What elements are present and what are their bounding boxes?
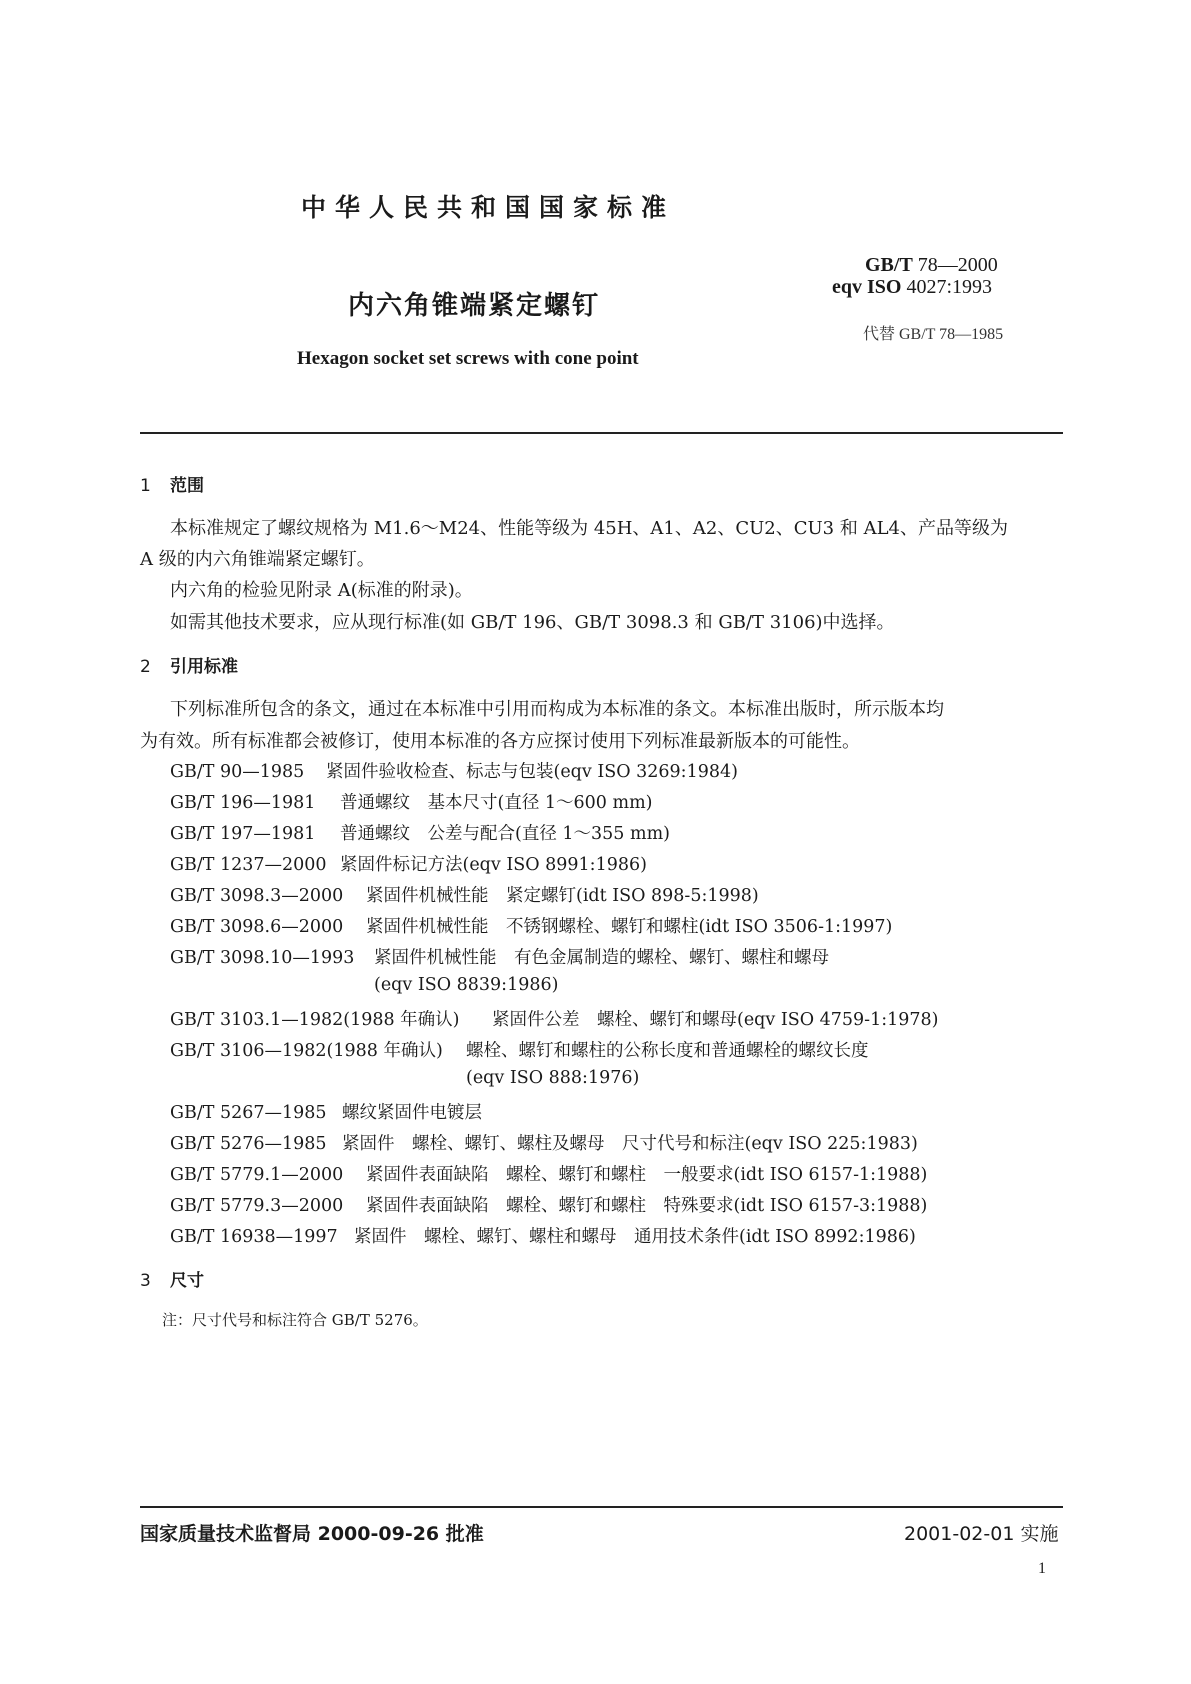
- reference-item: [170, 1161, 927, 1186]
- reference-code: GB/T 5779.3—2000: [170, 1196, 344, 1216]
- reference-text: 紧固件机械性能 有色金属制造的螺栓、螺钉、螺柱和螺母: [374, 948, 829, 968]
- equivalent-number: 4027:1993: [906, 276, 993, 298]
- reference-code: GB/T 5276—1985: [170, 1134, 327, 1154]
- reference-text: 紧固件验收检查、标志与包装(eqv ISO 3269:1984): [326, 762, 738, 782]
- reference-code: GB/T 3106—1982(1988 年确认): [170, 1041, 443, 1061]
- section-1-paragraph: 本标准规定了螺纹规格为 M1.6～M24、性能等级为 45H、A1、A2、CU2、CU3 和 AL4、产品等级为: [170, 518, 1008, 539]
- reference-text: 紧固件机械性能 不锈钢螺栓、螺钉和螺柱(idt ISO 3506-1:1997): [366, 917, 893, 937]
- reference-code: GB/T 3103.1—1982(1988 年确认): [170, 1010, 460, 1030]
- section-1-paragraph: A 级的内六角锥端紧定螺钉。: [140, 549, 375, 570]
- reference-item: [170, 1223, 916, 1248]
- reference-continuation: (eqv ISO 888:1976): [466, 1068, 640, 1088]
- section-1-paragraph: 内六角的检验见附录 A(标准的附录)。: [170, 580, 473, 601]
- reference-code: GB/T 196—1981: [170, 793, 316, 813]
- reference-code: GB/T 90—1985: [170, 762, 305, 782]
- reference-text: 紧固件机械性能 紧定螺钉(idt ISO 898-5:1998): [366, 886, 759, 906]
- reference-text: 螺栓、螺钉和螺柱的公称长度和普通螺栓的螺纹长度: [466, 1041, 869, 1061]
- reference-item: [170, 1037, 869, 1062]
- section-number: 1: [140, 476, 151, 496]
- section-1-paragraph: 如需其他技术要求，应从现行标准(如 GB/T 196、GB/T 3098.3 和 GB/T 3106)中选择。: [170, 612, 895, 633]
- standard-code: [865, 254, 998, 277]
- reference-text: 普通螺纹 基本尺寸(直径 1～600 mm): [340, 793, 653, 813]
- standard-code-number: 78—2000: [917, 254, 998, 276]
- reference-item: [170, 851, 647, 876]
- reference-item: [170, 1099, 482, 1124]
- section-title: 引用标准: [170, 657, 238, 677]
- reference-code: GB/T 197—1981: [170, 824, 316, 844]
- section-1-heading: [140, 471, 204, 496]
- footer-divider: [140, 1506, 1063, 1508]
- reference-code: GB/T 3098.10—1993: [170, 948, 355, 968]
- reference-text: 紧固件公差 螺栓、螺钉和螺母(eqv ISO 4759-1:1978): [492, 1010, 939, 1030]
- reference-item: [170, 1130, 918, 1155]
- reference-text: 紧固件标记方法(eqv ISO 8991:1986): [340, 855, 647, 875]
- section-3-note: 注：尺寸代号和标注符合 GB/T 5276。: [162, 1311, 428, 1329]
- reference-item: [170, 913, 892, 938]
- header-divider: [140, 432, 1063, 434]
- national-standard-title: 中华人民共和国国家标准: [301, 193, 676, 222]
- document-title-english: Hexagon socket set screws with cone point: [297, 348, 639, 369]
- reference-code: GB/T 1237—2000: [170, 855, 327, 875]
- equivalent-iso-code: [832, 276, 992, 299]
- reference-item: [170, 1192, 927, 1217]
- reference-text: 紧固件 螺栓、螺钉、螺柱和螺母 通用技术条件(idt ISO 8992:1986): [354, 1227, 916, 1247]
- reference-code: GB/T 5267—1985: [170, 1103, 327, 1123]
- section-title: 范围: [170, 476, 204, 496]
- reference-text: 紧固件表面缺陷 螺栓、螺钉和螺柱 一般要求(idt ISO 6157-1:1988): [366, 1165, 928, 1185]
- reference-item: [170, 820, 670, 845]
- reference-item: [170, 944, 829, 969]
- equivalent-prefix: eqv ISO: [832, 276, 902, 298]
- reference-text: 螺纹紧固件电镀层: [342, 1103, 482, 1123]
- document-title-chinese: 内六角锥端紧定螺钉: [348, 291, 601, 321]
- section-2-paragraph: 为有效。所有标准都会被修订，使用本标准的各方应探讨使用下列标准最新版本的可能性。: [140, 731, 860, 752]
- standard-code-prefix: GB/T: [865, 254, 913, 276]
- section-2-heading: [140, 652, 238, 677]
- reference-item: [170, 882, 759, 907]
- section-3-heading: [140, 1266, 204, 1291]
- section-number: 2: [140, 657, 151, 677]
- section-number: 3: [140, 1271, 151, 1291]
- reference-item: [170, 1006, 939, 1031]
- reference-text: 紧固件 螺栓、螺钉、螺柱及螺母 尺寸代号和标注(eqv ISO 225:1983): [342, 1134, 918, 1154]
- replaces-note: 代替 GB/T 78—1985: [863, 326, 1004, 343]
- section-2-paragraph: 下列标准所包含的条文，通过在本标准中引用而构成为本标准的条文。本标准出版时，所示版本均: [170, 699, 944, 720]
- reference-continuation: (eqv ISO 8839:1986): [374, 975, 559, 995]
- page-number: 1: [1038, 1560, 1046, 1577]
- reference-code: GB/T 3098.3—2000: [170, 886, 344, 906]
- reference-item: [170, 789, 653, 814]
- reference-code: GB/T 3098.6—2000: [170, 917, 344, 937]
- reference-text: 紧固件表面缺陷 螺栓、螺钉和螺柱 特殊要求(idt ISO 6157-3:1988): [366, 1196, 928, 1216]
- reference-item: [170, 758, 738, 783]
- reference-code: GB/T 5779.1—2000: [170, 1165, 344, 1185]
- approval-line: 国家质量技术监督局 2000-09-26 批准: [140, 1523, 484, 1545]
- reference-code: GB/T 16938—1997: [170, 1227, 338, 1247]
- effective-date: 2001-02-01 实施: [904, 1523, 1059, 1545]
- section-title: 尺寸: [170, 1271, 204, 1291]
- reference-text: 普通螺纹 公差与配合(直径 1～355 mm): [340, 824, 671, 844]
